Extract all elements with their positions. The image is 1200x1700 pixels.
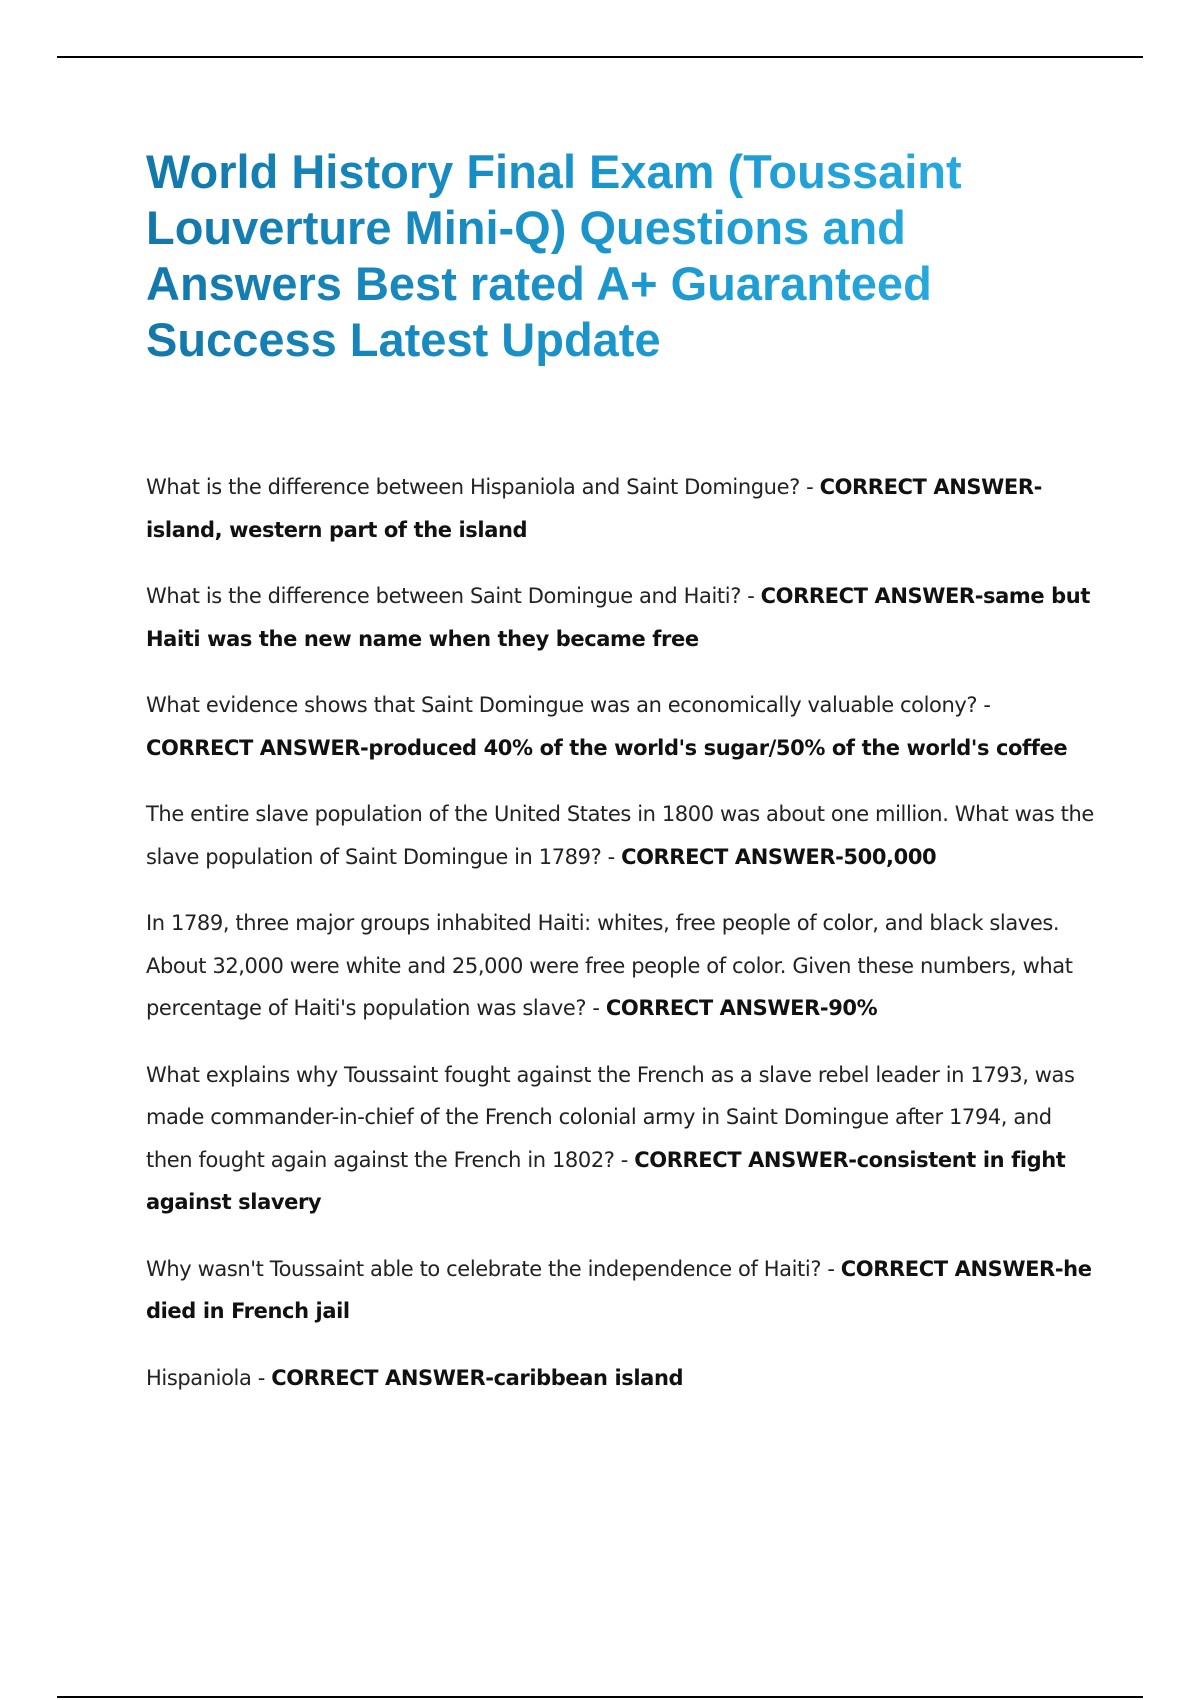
separator: - xyxy=(799,475,820,499)
qa-item xyxy=(146,575,1094,660)
document-title: World History Final Exam (Toussaint Louverture Mini-Q) Questions and Answers Best rated A+ Guaranteed Success Latest Update xyxy=(146,144,1046,368)
qa-item xyxy=(146,902,1094,1030)
separator: - xyxy=(821,1256,841,1281)
answer-prefix: CORRECT ANSWER- xyxy=(621,844,844,869)
answer-text: consistent in fight against slavery xyxy=(146,1147,1066,1214)
qa-item xyxy=(146,1054,1094,1224)
qa-list xyxy=(146,466,1094,1423)
answer-prefix: CORRECT ANSWER- xyxy=(819,475,1042,499)
top-rule xyxy=(57,56,1143,58)
question-text: Hispaniola xyxy=(146,1365,252,1390)
answer-prefix: CORRECT ANSWER- xyxy=(146,735,369,760)
separator: - xyxy=(251,1365,272,1390)
question-text: Why wasn't Toussaint able to celebrate the independence of Haiti? xyxy=(146,1256,822,1281)
answer-prefix: CORRECT ANSWER- xyxy=(760,584,984,608)
answer-prefix: CORRECT ANSWER- xyxy=(634,1147,857,1172)
answer-prefix: CORRECT ANSWER- xyxy=(605,996,829,1020)
question-text: What explains why Toussaint fought against the French as a slave rebel leader in 1793, was made commander-in-chief of the French colonial army in Saint Domingue after 1794, and then fought again against the French in 1802? xyxy=(146,1062,1075,1172)
separator: - xyxy=(586,996,606,1020)
bottom-rule xyxy=(57,1696,1143,1698)
question-text: What is the difference between Saint Domingue and Haiti? xyxy=(146,584,741,608)
answer-text: island, western part of the island xyxy=(146,517,528,542)
answer-text: 90% xyxy=(828,996,878,1020)
question-text: In 1789, three major groups inhabited Haiti: whites, free people of color, and black slaves. About 32,000 were white and 25,000 were free people of color. Given these numbers, what percentage of Haiti's population was slave? xyxy=(146,911,1073,1020)
separator: - xyxy=(601,844,622,869)
qa-item xyxy=(146,1357,1094,1400)
answer-prefix: CORRECT ANSWER- xyxy=(840,1256,1064,1281)
question-text: What is the difference between Hispaniola and Saint Domingue? xyxy=(146,475,800,499)
answer-text: 500,000 xyxy=(843,844,937,869)
answer-text: same but Haiti was the new name when they became free xyxy=(146,584,1090,651)
qa-item xyxy=(146,684,1094,769)
separator: - xyxy=(614,1147,635,1172)
answer-text: he died in French jail xyxy=(146,1256,1092,1323)
question-text: The entire slave population of the United States in 1800 was about one million. What was the slave population of Saint Domingue in 1789? xyxy=(146,802,1094,869)
answer-prefix: CORRECT ANSWER- xyxy=(271,1365,494,1390)
qa-item xyxy=(146,466,1094,551)
qa-item xyxy=(146,1248,1094,1333)
question-text: What evidence shows that Saint Domingue was an economically valuable colony? xyxy=(146,693,978,717)
separator: - xyxy=(977,693,991,717)
qa-item xyxy=(146,793,1094,878)
separator: - xyxy=(740,584,761,608)
answer-text: produced 40% of the world's sugar/50% of the world's coffee xyxy=(368,735,1068,760)
answer-text: caribbean island xyxy=(493,1365,684,1390)
